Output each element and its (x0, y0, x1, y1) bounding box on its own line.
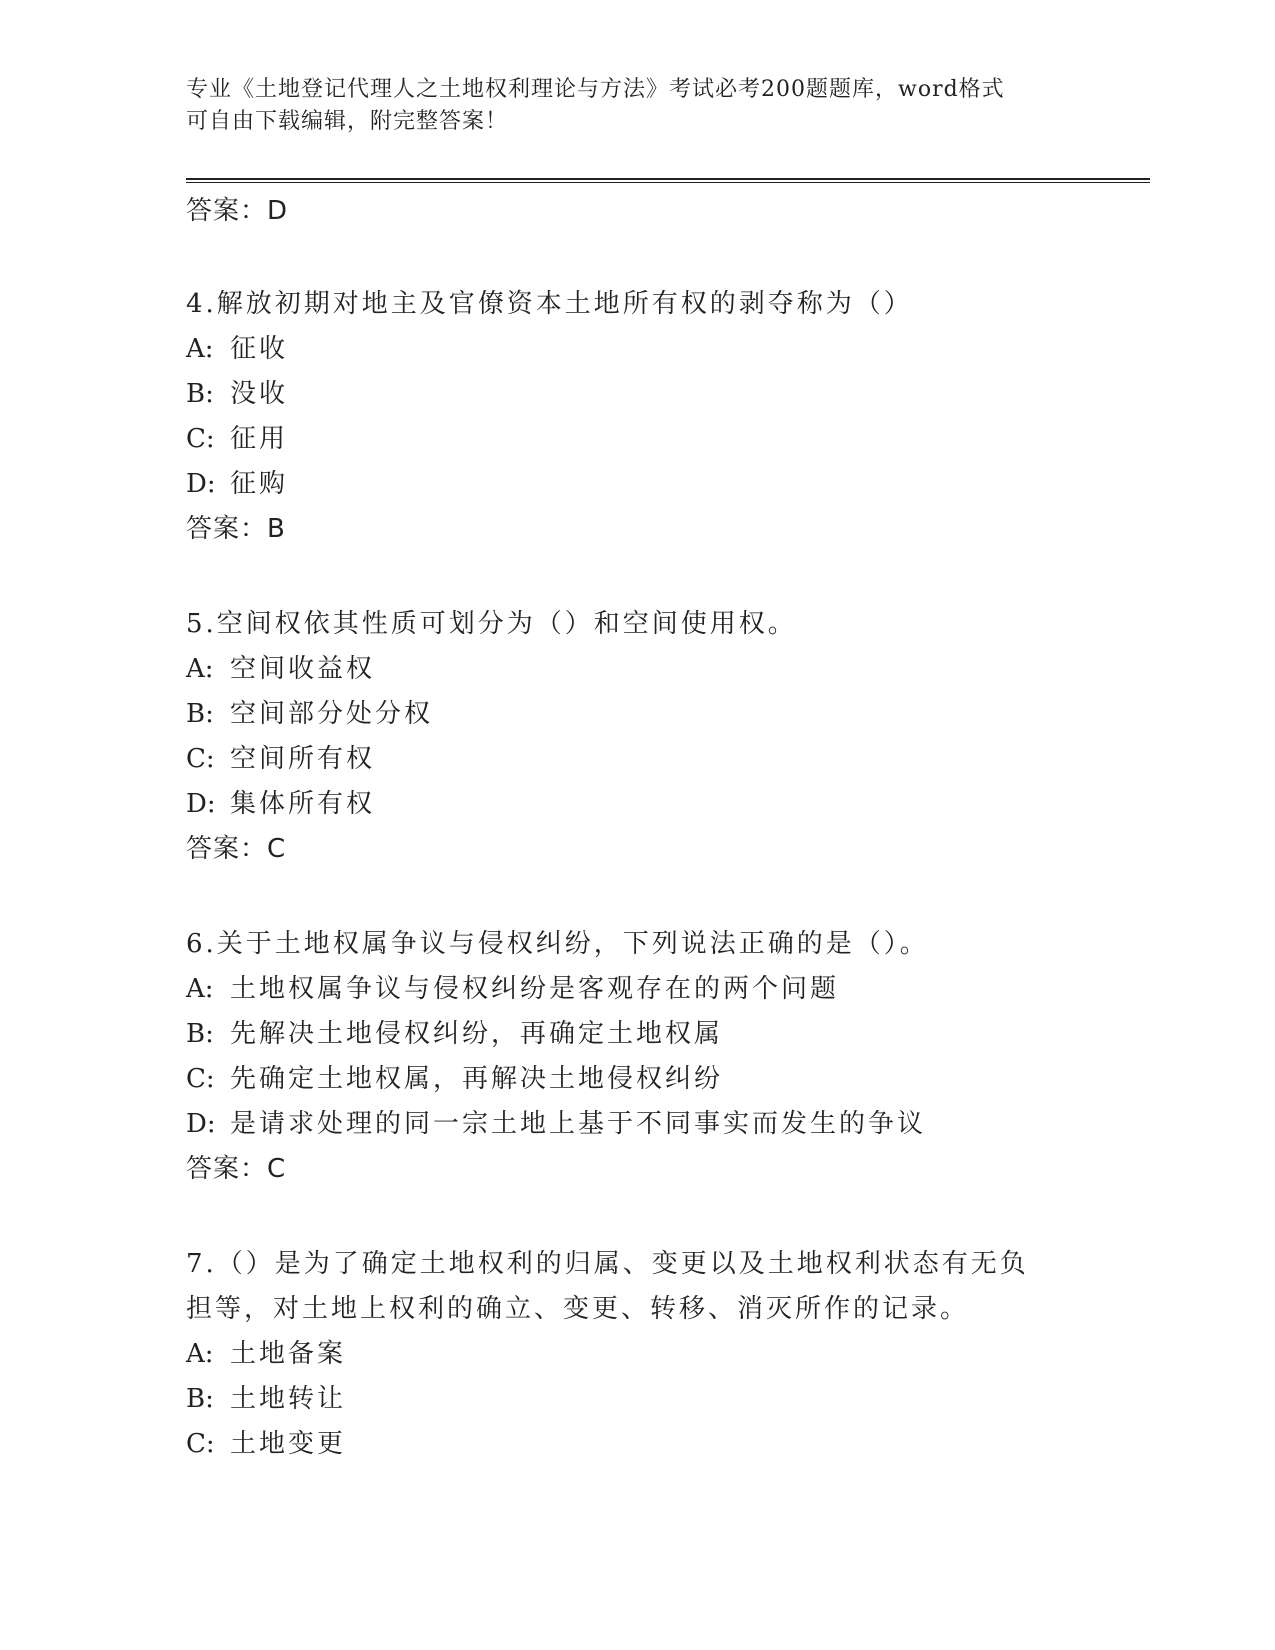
option-letter: A: (186, 654, 214, 684)
question-text: 7.（）是为了确定土地权利的归属、变更以及土地权利状态有无负担等，对土地上权利的确立、变更、转移、消灭所作的记录。 (186, 1249, 1029, 1324)
previous-answer: 答案：D (186, 196, 289, 226)
option-text: 空间收益权 (230, 654, 376, 684)
option-letter: D: (186, 789, 216, 819)
option-letter: D: (186, 1109, 216, 1139)
option-d (186, 1102, 1086, 1147)
option-text: 集体所有权 (230, 789, 376, 819)
question-block-6 (186, 922, 1086, 1192)
option-letter: B: (186, 379, 214, 409)
option-b (186, 1012, 1086, 1057)
option-text: 土地变更 (230, 1429, 347, 1459)
question-block-4 (186, 282, 1086, 552)
option-a (186, 327, 1086, 372)
document-body (186, 190, 1086, 1467)
question-text: 6.关于土地权属争议与侵权纠纷，下列说法正确的是（）。 (186, 929, 929, 959)
option-letter: B: (186, 1019, 214, 1049)
option-letter: C: (186, 744, 215, 774)
option-c (186, 417, 1086, 462)
option-text: 征用 (230, 424, 289, 454)
option-letter: C: (186, 424, 215, 454)
question-block-5 (186, 602, 1086, 872)
question-block-7 (186, 1242, 1086, 1467)
option-d (186, 462, 1086, 507)
option-text: 征收 (230, 334, 289, 364)
option-text: 先解决土地侵权纠纷，再确定土地权属 (230, 1019, 724, 1049)
option-letter: B: (186, 1384, 214, 1414)
option-text: 空间部分处分权 (230, 699, 434, 729)
option-text: 先确定土地权属，再解决土地侵权纠纷 (230, 1064, 724, 1094)
option-text: 征购 (230, 469, 289, 499)
option-text: 土地备案 (230, 1339, 347, 1369)
header-line-2: 可自由下载编辑，附完整答案！ (186, 109, 509, 134)
option-letter: A: (186, 334, 214, 364)
option-a (186, 647, 1086, 692)
option-letter: C: (186, 1429, 215, 1459)
option-text: 土地转让 (230, 1384, 347, 1414)
option-c (186, 1057, 1086, 1102)
option-text: 空间所有权 (230, 744, 376, 774)
question-answer: 答案：B (186, 514, 286, 544)
option-d (186, 782, 1086, 827)
header-divider (186, 178, 1150, 183)
question-answer: 答案：C (186, 1154, 287, 1184)
option-text: 是请求处理的同一宗土地上基于不同事实而发生的争议 (230, 1109, 927, 1139)
option-a (186, 967, 1086, 1012)
question-answer: 答案：C (186, 834, 287, 864)
question-text: 4.解放初期对地主及官僚资本土地所有权的剥夺称为（） (186, 289, 913, 319)
option-letter: D: (186, 469, 216, 499)
option-a (186, 1332, 1086, 1377)
option-letter: A: (186, 974, 214, 1004)
option-letter: C: (186, 1064, 215, 1094)
option-b (186, 692, 1086, 737)
option-text: 土地权属争议与侵权纠纷是客观存在的两个问题 (230, 974, 840, 1004)
option-text: 没收 (230, 379, 289, 409)
document-header (186, 74, 1066, 138)
option-letter: B: (186, 699, 214, 729)
header-line-1: 专业《土地登记代理人之土地权利理论与方法》考试必考200题题库，word格式 (186, 77, 1005, 102)
option-c (186, 737, 1086, 782)
option-b (186, 1377, 1086, 1422)
option-letter: A: (186, 1339, 214, 1369)
option-c (186, 1422, 1086, 1467)
option-b (186, 372, 1086, 417)
question-text: 5.空间权依其性质可划分为（）和空间使用权。 (186, 609, 797, 639)
